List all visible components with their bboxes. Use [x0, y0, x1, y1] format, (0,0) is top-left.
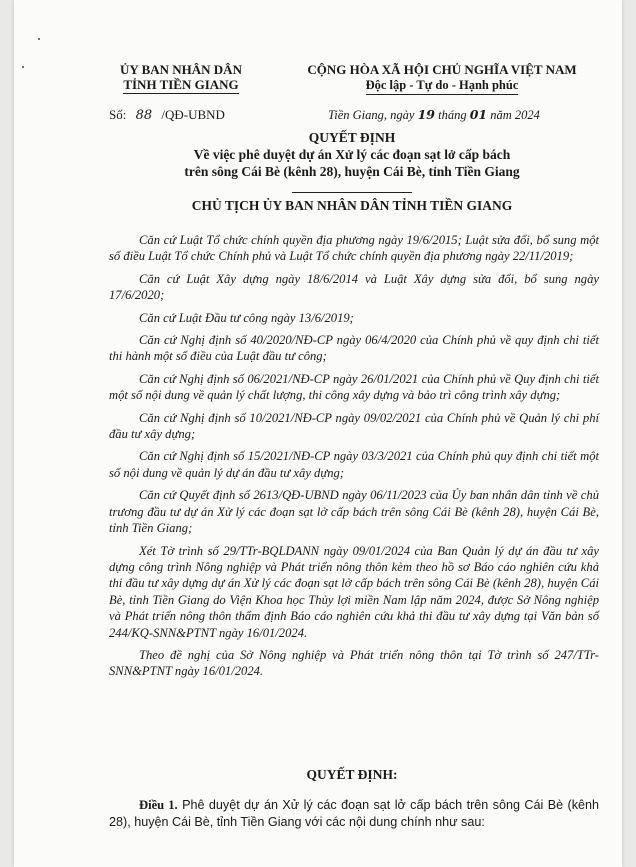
national-motto: Độc lập - Tự do - Hạnh phúc: [366, 78, 519, 95]
basis-paragraph: Căn cứ Quyết định số 2613/QĐ-UBND ngày 06/11/2023 của Ủy ban nhân dân tỉnh về chủ trương đầu tư dự án Xử lý các đoạn sạt lở cấp bách trên sông Cái Bè (kênh 28), huyện Cái Bè, tỉnh Tiền Giang;: [109, 488, 599, 536]
date-month: 01: [469, 107, 488, 122]
document-number: [109, 107, 225, 123]
basis-paragraph: Căn cứ Nghị định số 15/2021/NĐ-CP ngày 03/3/2021 của Chính phủ quy định chi tiết một số nội dung về quản lý dự án đầu tư xây dựng;: [109, 449, 599, 480]
number-prefix: Số:: [109, 107, 127, 122]
basis-paragraph: Xét Tờ trình số 29/TTr-BQLDANN ngày 09/01/2024 của Ban Quản lý dự án đầu tư xây dựng công trình Nông nghiệp và Phát triển nông thôn kèm theo hồ sơ Báo cáo nghiên cứu khả thi đầu tư xây dựng dự án Xử lý các đoạn sạt lở cấp bách trên sông Cái Bè (kênh 28), huyện Cái Bè, tỉnh Tiền Giang do Viện Khoa học Thủy lợi miền Nam lập năm 2024, được Sở Nông nghiệp và Phát triển nông thôn thẩm định Báo cáo nghiên cứu khả thi đầu tư xây dựng tại Văn bản số 244/KQ-SNN&PTNT ngày 16/01/2024.: [109, 543, 599, 640]
decision-heading: QUYẾT ĐỊNH:: [306, 767, 398, 782]
basis-paragraph: Căn cứ Nghị định số 10/2021/NĐ-CP ngày 09/02/2021 của Chính phủ về Quản lý chi phí đầu tư xây dựng;: [109, 410, 599, 442]
basis-paragraph: Căn cứ Luật Đầu tư công ngày 13/6/2019;: [139, 310, 354, 325]
number-handwritten: 88: [135, 108, 153, 123]
document-title: [106, 129, 598, 197]
issue-date: [328, 107, 540, 123]
basis-paragraph: Theo đề nghị của Sở Nông nghiệp và Phát triển nông thôn tại Tờ trình số 247/TTr-SNN&PTNT ngày 16/01/2024.: [109, 647, 599, 679]
date-day: 19: [417, 107, 435, 122]
country-name: CỘNG HÒA XÃ HỘI CHỦ NGHĨA VIỆT NAM: [307, 62, 577, 77]
title-line2: trên sông Cái Bè (kênh 28), huyện Cái Bè, tỉnh Tiền Giang: [184, 164, 520, 179]
issuing-authority: [106, 62, 256, 94]
title-underline: [292, 192, 412, 193]
basis-paragraph: Căn cứ Nghị định số 06/2021/NĐ-CP ngày 26/01/2021 của Chính phủ về Quy định chi tiết một số nội dung về quản lý chất lượng, thi công xây dựng và bảo trì công trình xây dựng;: [109, 371, 599, 403]
document-type: QUYẾT ĐỊNH: [308, 130, 396, 145]
title-line1: Về việc phê duyệt dự án Xử lý các đoạn sạt lở cấp bách: [193, 147, 511, 162]
date-year: năm 2024: [490, 108, 540, 122]
date-place: Tiền Giang, ngày: [328, 108, 415, 122]
legal-basis: [109, 232, 599, 686]
basis-paragraph: Căn cứ Luật Tổ chức chính quyền địa phương ngày 19/6/2015; Luật sửa đổi, bổ sung một số điều Luật Tổ chức Chính phủ và Luật Tổ chức chính quyền địa phương ngày 22/11/2019;: [109, 233, 599, 264]
authority-line2: TỈNH TIỀN GIANG: [123, 77, 239, 92]
issuer-heading: CHỦ TỊCH ỦY BAN NHÂN DÂN TỈNH TIỀN GIANG: [191, 198, 513, 213]
article-label: Điều 1.: [139, 798, 178, 812]
authority-line1: ỦY BAN NHÂN DÂN: [120, 62, 242, 77]
national-header: [286, 62, 598, 95]
basis-paragraph: Căn cứ Nghị định số 40/2020/NĐ-CP ngày 06/4/2020 của Chính phủ về quy định chi tiết thi hành một số điều của Luật đầu tư công;: [109, 333, 599, 364]
article-1: [109, 797, 599, 831]
article-text: Phê duyệt dự án Xử lý các đoạn sạt lở cấp bách trên sông Cái Bè (kênh 28), huyện Cái Bè, tỉnh Tiền Giang với các nội dung chính như sau:: [109, 798, 600, 829]
number-suffix: /QĐ-UBND: [161, 107, 225, 122]
scan-speck: [22, 66, 24, 68]
scan-speck: [38, 38, 40, 40]
date-month-label: tháng: [438, 108, 467, 122]
basis-paragraph: Căn cứ Luật Xây dựng ngày 18/6/2014 và Luật Xây dựng sửa đổi, bổ sung ngày 17/6/2020;: [109, 271, 599, 303]
document-page: [14, 0, 622, 867]
